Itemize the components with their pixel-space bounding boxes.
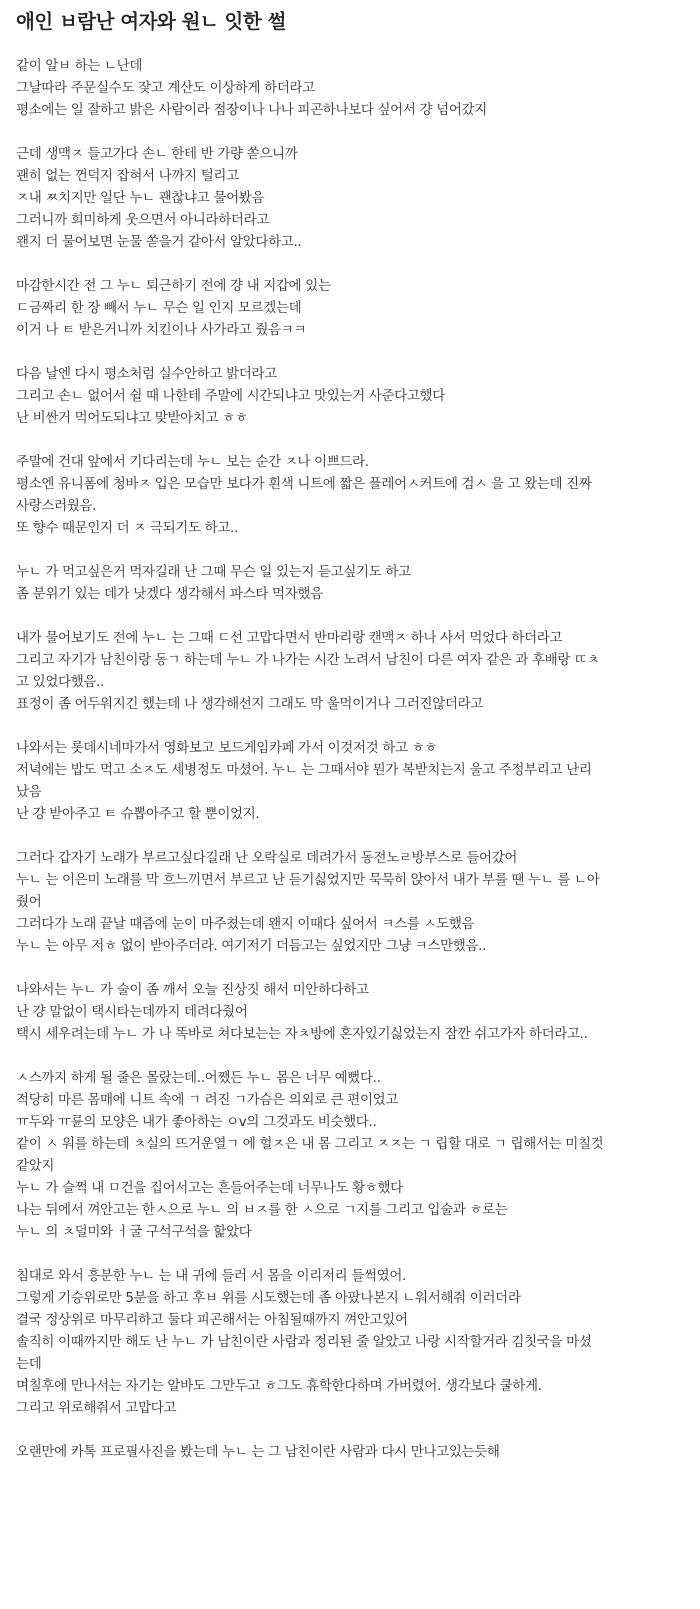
text-line: 난 비싼거 먹어도되냐고 맞받아치고 ㅎㅎ — [16, 410, 248, 426]
text-line: 솔직히 이때까지만 해도 난 누ㄴ 가 남친이란 사람과 정리된 줄 알았고 나랑 시작할거라 김칫국을 마셨 — [16, 1334, 592, 1350]
text-line: 마감한시간 전 그 누ㄴ 퇴근하기 전에 걍 내 지갑에 있는 — [16, 278, 331, 294]
text-line: 나와서는 누ㄴ 가 술이 좀 깨서 오늘 진상짓 해서 미안하다하고 — [16, 982, 369, 998]
text-line: 줬어 — [16, 894, 42, 910]
paragraph — [16, 1067, 688, 1243]
paragraph — [16, 561, 688, 605]
paragraph — [16, 275, 688, 341]
text-line: 좀 분위기 있는 데가 낫겠다 생각해서 파스타 먹자했음 — [16, 586, 323, 602]
text-line: 누ㄴ 는 이은미 노래를 막 흐느끼면서 부르고 난 듣기싫었지만 묵묵히 앉아서 내가 부를 땐 누ㄴ 를 ㄴ아 — [16, 872, 600, 888]
text-line: 왠지 더 물어보면 눈물 쏟을거 같아서 알았다하고.. — [16, 234, 302, 250]
text-line: 나와서는 롯데시네마가서 영화보고 보드게임카페 가서 이것저것 하고 ㅎㅎ — [16, 740, 438, 756]
text-line: 그리고 위로해줘서 고맙다고 — [16, 1400, 177, 1416]
paragraph — [16, 1441, 688, 1463]
text-line: 그리고 자기가 남친이랑 동ㄱ 하는데 누ㄴ 가 나가는 시간 노려서 남친이 다른 여자 같은 과 후배랑 ㄸㅊ — [16, 652, 600, 668]
paragraph — [16, 1265, 688, 1419]
paragraph — [16, 451, 688, 539]
text-line: 오랜만에 카톡 프로필사진을 봤는데 누ㄴ 는 그 남친이란 사람과 다시 만나고있는듯해 — [16, 1444, 500, 1460]
text-line: 난 걍 말없이 택시타는데까지 데려다줬어 — [16, 1004, 248, 1020]
text-line: 평소에는 일 잘하고 밝은 사람이라 점장이나 나나 피곤하나보다 싶어서 걍 넘어갔지 — [16, 102, 487, 118]
text-line: 같이 ㅅ 워를 하는데 ㅊ실의 뜨거운열ㄱ 에 헐ㅈ은 내 몸 그리고 ㅈㅈ는 ㄱ 립할 대로 ㄱ 립해서는 미칠것 — [16, 1136, 604, 1152]
text-line: 그날따라 주문실수도 잦고 계산도 이상하게 하더라고 — [16, 80, 315, 96]
text-line: 그러니까 희미하게 웃으면서 아니라하더라고 — [16, 212, 269, 228]
paragraph — [16, 627, 688, 715]
text-line: 주말에 건대 앞에서 기다리는데 누ㄴ 보는 순간 ㅈ나 이쁘드라. — [16, 454, 369, 470]
text-line: 그러다 갑자기 노래가 부르고싶다길래 난 오락실로 데려가서 동전노ㄹ방부스로 들어갔어 — [16, 850, 518, 866]
text-line: 그러다가 노래 끝날 때즘에 눈이 마주쳤는데 왠지 이때다 싶어서 ㅋ스를 ㅅ도했음 — [16, 916, 475, 932]
text-line: 누ㄴ 는 아무 저ㅎ 없이 받아주더라. 여기저기 더듬고는 싶었지만 그냥 ㅋ스만했음.. — [16, 938, 487, 954]
text-line: 누ㄴ 가 슬쩍 내 ㅁ건을 집어서고는 흔들어주는데 너무나도 황ㅎ했다 — [16, 1180, 403, 1196]
text-line: 이거 나 ㅌ 받은거니까 치킨이나 사가라고 줬음ㅋㅋ — [16, 322, 307, 338]
text-line: 적당히 마른 몸매에 니트 속에 ㄱ 려진 ㄱ가슴은 의외로 큰 편이었고 — [16, 1092, 399, 1108]
text-line: 났음 — [16, 784, 42, 800]
text-line: 같이 알ㅂ 하는 ㄴ난데 — [16, 58, 143, 74]
text-line: ㅈ내 ㅉ치지만 일단 누ㄴ 괜찮냐고 물어봤음 — [16, 190, 265, 206]
text-line: 나는 뒤에서 껴안고는 한ㅅ으로 누ㄴ 의 ㅂㅈ를 한 ㅅ으로 ㄱ지를 그리고 입술과 ㅎ로는 — [16, 1202, 508, 1218]
text-line: 괜히 없는 껀덕지 잡혀서 나까지 털리고 — [16, 168, 239, 184]
text-line: 누ㄴ 의 ㅊ덜미와 ㅓ굴 구석구석을 핥았다 — [16, 1224, 252, 1240]
text-line: 는데 — [16, 1356, 42, 1372]
paragraph — [16, 847, 688, 957]
text-line: ㅅ스까지 하게 될 줄은 몰랐는데..어쨌든 누ㄴ 몸은 너무 예뻤다.. — [16, 1070, 381, 1086]
text-line: ㄷ금짜리 한 장 빼서 누ㄴ 무슨 일 인지 모르겠는데 — [16, 300, 302, 316]
text-line: 내가 물어보기도 전에 누ㄴ 는 그때 ㄷ선 고맙다면서 반마리랑 캔맥ㅈ 하나 사서 먹었다 하더라고 — [16, 630, 563, 646]
text-line: 근데 생맥ㅈ 들고가다 손ㄴ 한테 반 가량 쏟으니까 — [16, 146, 298, 162]
text-line: 누ㄴ 가 먹고싶은거 먹자길래 난 그때 무슨 일 있는지 듣고싶기도 하고 — [16, 564, 411, 580]
text-line: 난 걍 받아주고 ㅌ 슈뽑아주고 할 뿐이었지. — [16, 806, 260, 822]
text-line: 사랑스러웠음. — [16, 498, 97, 514]
text-line: 같았지 — [16, 1158, 55, 1174]
text-line: 고 있었다했음.. — [16, 674, 104, 690]
text-line: 택시 세우려는데 누ㄴ 가 나 똑바로 쳐다보는는 자ㅊ방에 혼자있기싫었는지 잠깐 쉬고가자 하더라고.. — [16, 1026, 588, 1042]
text-line: 표정이 좀 어두워지긴 했는데 나 생각해선지 그래도 막 울먹이거나 그러진않더라고 — [16, 696, 483, 712]
post-title: 애인 ㅂ람난 여자와 원ㄴ 잇한 썰 — [16, 10, 286, 33]
text-line: ㅠ두와 ㅠ륜의 모양은 내가 좋아하는 ㅇv의 그것과도 비슷했다.. — [16, 1114, 377, 1130]
paragraph — [16, 979, 688, 1045]
text-line: 결국 정상위로 마무리하고 둘다 피곤해서는 아침될때까지 껴안고있어 — [16, 1312, 408, 1328]
paragraph — [16, 363, 688, 429]
text-line: 침대로 와서 흥분한 누ㄴ 는 내 귀에 들러 서 몸을 이리저리 들썩였어. — [16, 1268, 406, 1284]
text-line: 며칠후에 만나서는 자기는 알바도 그만두고 ㅎ그도 휴학한다하며 가버렸어. 생각보다 쿨하게. — [16, 1378, 542, 1394]
text-line: 또 향수 때문인지 더 ㅈ 극되기도 하고.. — [16, 520, 238, 536]
text-line: 그렇게 기승위로만 5분을 하고 후ㅂ 위를 시도했는데 좀 아팠나본지 ㄴ워서해줘 이러더라 — [16, 1290, 521, 1306]
paragraph — [16, 143, 688, 253]
text-line: 저녁에는 밥도 먹고 소ㅈ도 세병정도 마셨어. 누ㄴ 는 그때서야 뭔가 복받치는지 울고 주정부리고 난리 — [16, 762, 592, 778]
post-body — [16, 55, 688, 1485]
text-line: 평소엔 유니폼에 청바ㅈ 입은 모습만 보다가 흰색 니트에 짧은 플레어ㅅ커트에 검ㅅ 을 고 왔는데 진짜 — [16, 476, 592, 492]
paragraph — [16, 737, 688, 825]
text-line: 다음 날엔 다시 평소처럼 실수안하고 밝더라고 — [16, 366, 277, 382]
paragraph — [16, 55, 688, 121]
text-line: 그리고 손ㄴ 없어서 쉴 때 나한테 주말에 시간되냐고 맛있는거 사준다고했다 — [16, 388, 445, 404]
